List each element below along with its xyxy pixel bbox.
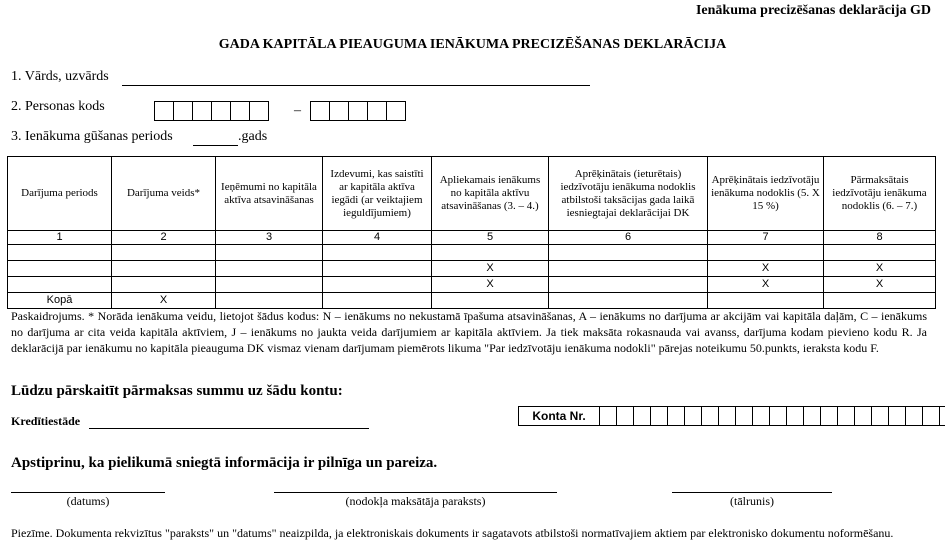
page-title: GADA KAPITĀLA PIEAUGUMA IENĀKUMA PRECIZĒŠANAS DEKLARĀCIJA (218, 37, 727, 52)
transactions-table (7, 156, 936, 309)
table-cell[interactable] (824, 245, 936, 261)
header-cell: Apliekamais ienākums no kapitāla aktīvu atsavināšanas (3. – 4.) (432, 157, 549, 231)
table-cell[interactable] (323, 245, 432, 261)
table-cell[interactable] (216, 261, 323, 277)
date-field[interactable] (11, 492, 165, 493)
table-cell: X (824, 261, 936, 277)
table-cell[interactable] (549, 277, 708, 293)
column-number: 5 (432, 231, 549, 245)
explanation-text: Paskaidrojums. * Norāda ienākuma veidu, lietojot šādus kodus: N – ienākums no nekustamā īpašuma atsavināšanas, A – ienākums no darījuma ar akcijām vai kapitāla daļām, C – ienākums no darījuma ar cita veida kapitāla aktīviem, J – ienākums no jaukta veida darījumiem ar kapitāla aktīviem. Ja tiek maksāta rokasnauda vai avanss, darījuma kodam pievieno kodu R. Ja deklarācijā par ienākumu no kapitāla pieauguma DK vismaz vienam darījumam piemērots likuma "Par iedzīvotāju ienākuma nodokli" pārejas noteikumu 50.punkts, ieraksta kodu F. (11, 309, 927, 355)
creditor-label: Kredītiestāde (11, 414, 81, 428)
table-cell[interactable] (708, 293, 824, 309)
period-year-field[interactable] (193, 145, 238, 146)
column-number: 6 (549, 231, 708, 245)
personal-code-part1[interactable] (154, 101, 269, 121)
table-header-row (8, 157, 936, 231)
table-cell[interactable] (112, 277, 216, 293)
creditor-field[interactable] (89, 428, 369, 429)
table-cell[interactable] (112, 261, 216, 277)
table-cell[interactable] (8, 277, 112, 293)
name-field[interactable] (122, 85, 590, 86)
table-row (8, 261, 936, 277)
table-cell[interactable] (432, 293, 549, 309)
account-number-field[interactable] (518, 406, 945, 426)
table-row (8, 245, 936, 261)
date-caption: (datums) (66, 494, 110, 508)
column-number: 2 (112, 231, 216, 245)
column-number: 3 (216, 231, 323, 245)
header-cell: Aprēķinātais (ieturētais) iedzīvotāju ienākuma nodoklis atbilstoši taksācijas gada laikā iesniegtajai deklarācijai DK (549, 157, 708, 231)
table-cell[interactable] (824, 293, 936, 309)
header-cell: Aprēķinātais iedzīvotāju ienākuma nodoklis (5. X 15 %) (708, 157, 824, 231)
confirmation-statement: Apstiprinu, ka pielikumā sniegtā informācija ir pilnīga un pareiza. (11, 455, 438, 471)
column-number: 1 (8, 231, 112, 245)
table-cell: X (432, 261, 549, 277)
table-cell: X (708, 261, 824, 277)
table-cell[interactable] (8, 261, 112, 277)
header-cell: Izdevumi, kas saistīti ar kapitāla aktīva iegādi (ar veiktajiem ieguldījumiem) (323, 157, 432, 231)
column-number: 8 (824, 231, 936, 245)
personal-code-label: 2. Personas kods (11, 99, 105, 114)
period-label: 3. Ienākuma gūšanas periods (11, 129, 173, 144)
personal-code-separator: – (294, 103, 301, 118)
table-cell[interactable] (323, 277, 432, 293)
phone-caption: (tālrunis) (730, 494, 774, 508)
table-cell[interactable] (323, 261, 432, 277)
signature-caption: (nodokļa maksātāja paraksts) (345, 494, 486, 508)
table-cell[interactable] (112, 245, 216, 261)
total-label: Kopā (8, 293, 112, 309)
table-cell[interactable] (8, 245, 112, 261)
table-cell[interactable] (216, 245, 323, 261)
signature-field[interactable] (274, 492, 557, 493)
table-cell[interactable] (549, 293, 708, 309)
table-cell[interactable] (216, 277, 323, 293)
table-cell: X (708, 277, 824, 293)
table-row (8, 277, 936, 293)
table-cell: X (112, 293, 216, 309)
table-cell[interactable] (549, 261, 708, 277)
personal-code-part2[interactable] (310, 101, 406, 121)
table-cell[interactable] (432, 245, 549, 261)
table-cell[interactable] (216, 293, 323, 309)
table-cell[interactable] (708, 245, 824, 261)
table-cell: X (824, 277, 936, 293)
transfer-heading: Lūdzu pārskaitīt pārmaksas summu uz šādu kontu: (11, 383, 343, 399)
column-number-row (8, 231, 936, 245)
header-cell: Darījuma periods (8, 157, 112, 231)
footnote: Piezīme. Dokumenta rekvizītus "paraksts" un "datums" neaizpilda, ja elektroniskais dokuments ir sagatavots atbilstoši normatīvajiem aktiem par elektronisko dokumentu noformēšanu. (11, 526, 894, 540)
header-cell: Ieņēmumi no kapitāla aktīva atsavināšanas (216, 157, 323, 231)
total-row (8, 293, 936, 309)
table-cell[interactable] (323, 293, 432, 309)
name-label: 1. Vārds, uzvārds (11, 69, 109, 84)
account-label: Konta Nr. (518, 406, 600, 426)
table-cell: X (432, 277, 549, 293)
column-number: 4 (323, 231, 432, 245)
header-cell: Darījuma veids* (112, 157, 216, 231)
phone-field[interactable] (672, 492, 832, 493)
table-cell[interactable] (549, 245, 708, 261)
header-cell: Pārmaksātais iedzīvotāju ienākuma nodoklis (6. – 7.) (824, 157, 936, 231)
period-suffix: .gads (238, 129, 268, 144)
column-number: 7 (708, 231, 824, 245)
form-code: Ienākuma precizēšanas deklarācija GD (695, 3, 931, 18)
